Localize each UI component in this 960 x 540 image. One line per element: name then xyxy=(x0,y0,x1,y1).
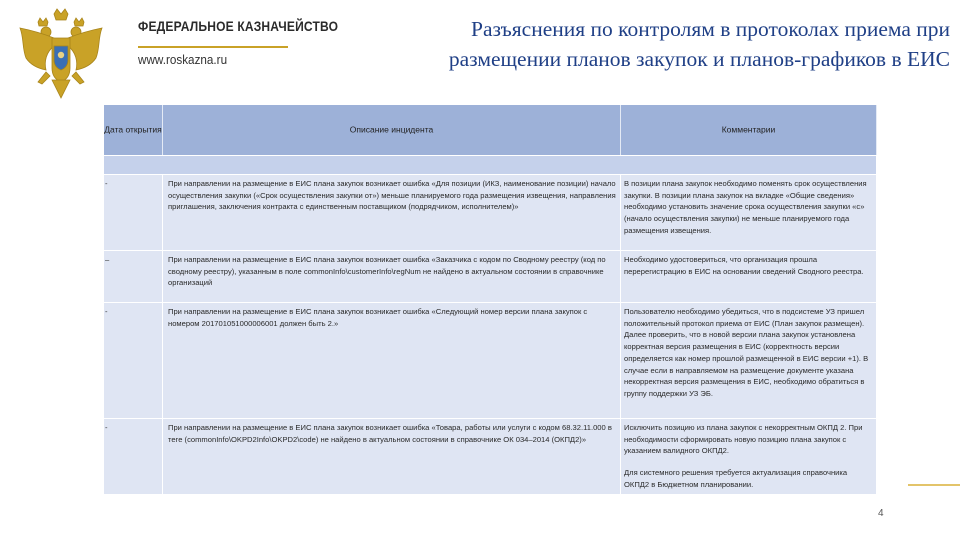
column-divider xyxy=(162,303,163,419)
row-comment xyxy=(624,422,874,491)
table-row xyxy=(104,174,876,255)
page-title xyxy=(330,14,950,74)
header-band xyxy=(104,156,876,174)
accent-line xyxy=(908,484,960,486)
table-row xyxy=(104,250,876,303)
column-divider xyxy=(620,419,621,494)
incident-table xyxy=(104,105,876,493)
row-date: - xyxy=(105,179,108,188)
paragraph-gap xyxy=(624,457,874,467)
column-divider xyxy=(620,303,621,419)
brand-url[interactable]: www.roskazna.ru xyxy=(138,52,228,67)
header-description xyxy=(163,105,621,155)
row-description: При направлении на размещение в ЕИС плана закупок возникает ошибка «Товара, работы или услуги с кодом 68.32.11.000 в теге (commonInfo\OKPD2Info\OKPD2\code) не найдено в актуальном состоянии в справочнике ОК 034–2014 (ОКПД2)» xyxy=(168,423,612,444)
header-date-label: Дата открытия xyxy=(104,124,162,135)
row-date: - xyxy=(105,423,108,432)
header-description-label: Описание инцидента xyxy=(349,124,434,135)
table-row xyxy=(104,418,876,494)
page-title-line-2: размещении планов закупок и планов-графиков в ЕИС xyxy=(448,47,950,71)
page-number: 4 xyxy=(878,508,884,519)
row-description: При направлении на размещение в ЕИС плана закупок возникает ошибка «Для позиции (ИКЗ, наименование позиции) начало осуществления закупки («Срок осуществления закупки от») меньше планируемого года размещения извещения, направления приглашения, заключения контракта с единственным поставщиком (подрядчиком, исполнителем)» xyxy=(168,179,616,212)
row-comment-part-2: Для системного решения требуется актуализация справочника ОКПД2 в Бюджетном планировании. xyxy=(624,468,848,489)
column-divider xyxy=(620,251,621,303)
table-row xyxy=(104,302,876,419)
header-comment-label: Комментарии xyxy=(721,124,776,135)
column-divider xyxy=(162,251,163,303)
row-date: - xyxy=(105,307,108,316)
header-date xyxy=(104,105,163,155)
column-divider xyxy=(162,175,163,255)
row-comment: Пользователю необходимо убедиться, что в подсистеме УЗ пришел положительный протокол приема от ЕИС (План закупок размещен). Далее проверить, что в новой версии плана закупок установлена корректная версия размещения в ЕИС (корректность версии определяется как номер прошлой размещенной в ЕИС версии +1). В случае если в направляемом на размещение документе указана некорректная версия размещения в ЕИС, необходимо обратиться в группу поддержки УЗ ЭБ. xyxy=(624,307,869,398)
column-divider xyxy=(620,175,621,255)
brand-name: ФЕДЕРАЛЬНОЕ КАЗНАЧЕЙСТВО xyxy=(138,18,339,34)
brand-divider xyxy=(138,46,288,48)
header-comment xyxy=(621,105,877,155)
column-divider xyxy=(162,419,163,494)
row-comment: Необходимо удостовериться, что организация прошла перерегистрацию в ЕИС на основании сведений Сводного реестра. xyxy=(624,255,864,276)
row-comment-part-1: Исключить позицию из плана закупок с некорректным ОКПД 2. При необходимости сформировать новую позицию плана закупок с указанием валидного ОКПД2. xyxy=(624,423,863,456)
row-description: При направлении на размещение в ЕИС плана закупок возникает ошибка «Заказчика с кодом по Сводному реестру (код по сводному реестру), указанным в поле commonInfo\customerInfo\regNum не найдено в актуальном состоянии в справочнике организаций xyxy=(168,255,606,288)
page-title-line-1: Разъяснения по контролям в протоколах приема при xyxy=(471,17,950,41)
row-description: При направлении на размещение в ЕИС плана закупок возникает ошибка «Следующий номер версии плана закупок с номером 201701051000006001 должен быть 2.» xyxy=(168,307,588,328)
row-comment: В позиции плана закупок необходимо поменять срок осуществления закупки. В позиции плана закупок на вкладке «Общие сведения» необходимо установить значение срока осуществления закупки «с» (начало осуществления закупки) не меньше планируемого года размещения извещения. xyxy=(624,179,867,235)
row-date: – xyxy=(105,255,110,264)
double-headed-eagle-icon xyxy=(16,8,106,100)
